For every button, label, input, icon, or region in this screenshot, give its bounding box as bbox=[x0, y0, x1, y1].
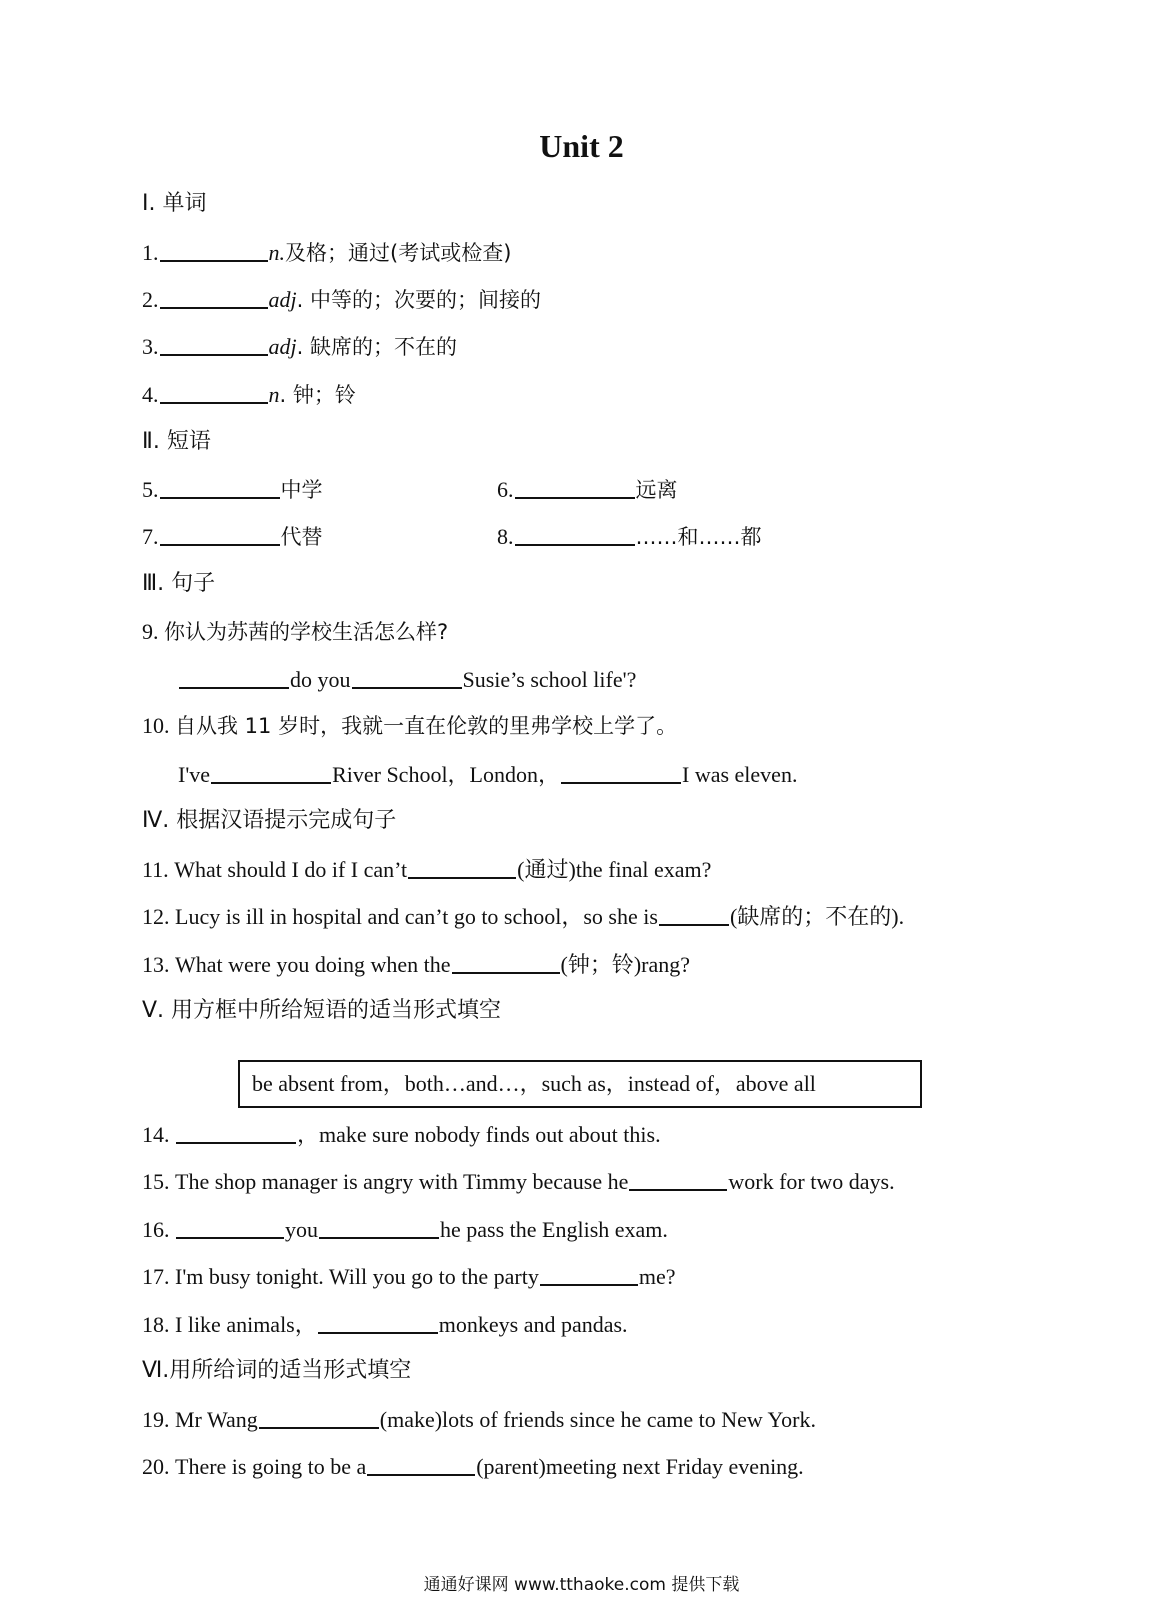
sentence-text: Mr Wang bbox=[175, 1407, 258, 1432]
chinese-prompt: 自从我 11 岁时，我就一直在伦敦的里弗学校上学了。 bbox=[175, 714, 678, 738]
section-6-heading: Ⅵ.用所给词的适当形式填空 bbox=[142, 1358, 412, 1383]
answer-blank[interactable] bbox=[515, 522, 635, 546]
answer-blank[interactable] bbox=[211, 760, 331, 784]
answer-blank[interactable] bbox=[319, 1215, 439, 1239]
section-5-heading: Ⅴ. 用方框中所给短语的适当形式填空 bbox=[142, 998, 502, 1023]
answer-blank[interactable] bbox=[659, 902, 729, 926]
item-number: 11. bbox=[142, 857, 169, 882]
page-footer: 通通好课网 www.tthaoke.com 提供下载 bbox=[423, 1575, 740, 1595]
item-number: 8. bbox=[497, 524, 514, 549]
sentence-10-cn bbox=[142, 712, 677, 740]
question-16 bbox=[142, 1215, 668, 1244]
answer-blank[interactable] bbox=[179, 665, 289, 689]
part-of-speech: adj bbox=[268, 334, 297, 359]
meaning: . 中等的；次要的；间接的 bbox=[296, 288, 541, 312]
answer-blank[interactable] bbox=[176, 1120, 296, 1144]
phrase-item-6 bbox=[497, 475, 678, 504]
sentence-text: (缺席的；不在的). bbox=[729, 904, 905, 929]
part-of-speech: adj bbox=[268, 287, 297, 312]
item-number: 13. bbox=[142, 952, 170, 977]
answer-blank[interactable] bbox=[160, 332, 268, 356]
section-4-heading: Ⅳ. 根据汉语提示完成句子 bbox=[142, 808, 397, 833]
answer-blank[interactable] bbox=[160, 475, 280, 499]
sentence-9-en bbox=[178, 665, 636, 694]
sentence-text: I'm busy tonight. Will you go to the party bbox=[175, 1264, 539, 1289]
sentence-text: Lucy is ill in hospital and can’t go to school，so she is bbox=[175, 904, 658, 929]
phrase-box: be absent from，both…and…，such as，instead of，above all bbox=[238, 1060, 922, 1108]
sentence-text: work for two days. bbox=[728, 1169, 895, 1194]
sentence-text: (make)lots of friends since he came to New York. bbox=[379, 1407, 816, 1432]
item-number: 4. bbox=[142, 382, 159, 407]
meaning: ……和……都 bbox=[635, 525, 762, 549]
item-number: 3. bbox=[142, 334, 159, 359]
sentence-text: do you bbox=[290, 667, 351, 692]
answer-blank[interactable] bbox=[176, 1215, 284, 1239]
question-12 bbox=[142, 902, 904, 931]
answer-blank[interactable] bbox=[160, 522, 280, 546]
vocab-item-1 bbox=[142, 238, 511, 267]
section-3-heading: Ⅲ. 句子 bbox=[142, 571, 216, 596]
sentence-text: I like animals， bbox=[175, 1312, 317, 1337]
item-number: 5. bbox=[142, 477, 159, 502]
sentence-text: Susie’s school life'? bbox=[462, 667, 637, 692]
sentence-text: (通过)the final exam? bbox=[517, 857, 712, 882]
meaning: 中学 bbox=[280, 478, 323, 502]
answer-blank[interactable] bbox=[629, 1167, 727, 1191]
phrase-item-8 bbox=[497, 522, 762, 551]
sentence-text: me? bbox=[638, 1264, 676, 1289]
item-number: 6. bbox=[497, 477, 514, 502]
section-2-heading: Ⅱ. 短语 bbox=[142, 429, 211, 454]
item-number: 19. bbox=[142, 1407, 170, 1432]
phrase-item-5 bbox=[142, 475, 323, 504]
answer-blank[interactable] bbox=[259, 1405, 379, 1429]
sentence-text: (钟；铃)rang? bbox=[560, 952, 691, 977]
answer-blank[interactable] bbox=[561, 760, 681, 784]
question-20 bbox=[142, 1452, 804, 1481]
sentence-text: What should I do if I can’t bbox=[174, 857, 408, 882]
item-number: 7. bbox=[142, 524, 159, 549]
answer-blank[interactable] bbox=[352, 665, 462, 689]
item-number: 9. bbox=[142, 619, 159, 644]
question-14 bbox=[142, 1120, 661, 1149]
question-11 bbox=[142, 855, 711, 884]
answer-blank[interactable] bbox=[160, 238, 268, 262]
sentence-text: he pass the English exam. bbox=[440, 1217, 668, 1242]
item-number: 2. bbox=[142, 287, 159, 312]
vocab-item-3 bbox=[142, 332, 457, 361]
item-number: 17. bbox=[142, 1264, 170, 1289]
sentence-text: I was eleven. bbox=[682, 762, 798, 787]
meaning: 代替 bbox=[280, 525, 323, 549]
question-17 bbox=[142, 1262, 675, 1291]
item-number: 15. bbox=[142, 1169, 170, 1194]
answer-blank[interactable] bbox=[160, 380, 268, 404]
question-19 bbox=[142, 1405, 816, 1434]
item-number: 16. bbox=[142, 1217, 170, 1242]
sentence-text: River School，London， bbox=[332, 762, 560, 787]
answer-blank[interactable] bbox=[318, 1310, 438, 1334]
answer-blank[interactable] bbox=[160, 285, 268, 309]
item-number: 18. bbox=[142, 1312, 170, 1337]
answer-blank[interactable] bbox=[367, 1452, 475, 1476]
sentence-text: (parent)meeting next Friday evening. bbox=[476, 1454, 804, 1479]
item-number: 12. bbox=[142, 904, 170, 929]
part-of-speech: n bbox=[268, 382, 280, 407]
question-15 bbox=[142, 1167, 895, 1196]
item-number: 1. bbox=[142, 240, 159, 265]
meaning: . 缺席的；不在的 bbox=[296, 335, 457, 359]
sentence-text: What were you doing when the bbox=[175, 952, 451, 977]
page-title: Unit 2 bbox=[539, 128, 624, 164]
phrase-item-7 bbox=[142, 522, 323, 551]
item-number: 20. bbox=[142, 1454, 170, 1479]
sentence-text: monkeys and pandas. bbox=[438, 1312, 628, 1337]
meaning: 远离 bbox=[635, 478, 678, 502]
answer-blank[interactable] bbox=[452, 950, 560, 974]
sentence-9-cn bbox=[142, 618, 448, 646]
vocab-item-2 bbox=[142, 285, 541, 314]
sentence-text: The shop manager is angry with Timmy because he bbox=[175, 1169, 629, 1194]
sentence-text: ，make sure nobody finds out about this. bbox=[297, 1122, 661, 1147]
item-number: 10. bbox=[142, 713, 170, 738]
question-13 bbox=[142, 950, 690, 979]
answer-blank[interactable] bbox=[540, 1262, 638, 1286]
sentence-10-en bbox=[178, 760, 797, 789]
item-number: 14. bbox=[142, 1122, 170, 1147]
meaning: . 钟；铃 bbox=[279, 383, 356, 407]
chinese-prompt: 你认为苏茜的学校生活怎么样? bbox=[164, 620, 449, 644]
sentence-text: There is going to be a bbox=[175, 1454, 367, 1479]
sentence-text: I've bbox=[178, 762, 211, 787]
answer-blank[interactable] bbox=[515, 475, 635, 499]
meaning: 及格；通过(考试或检查) bbox=[285, 241, 512, 265]
answer-blank[interactable] bbox=[408, 855, 516, 879]
vocab-item-4 bbox=[142, 380, 356, 409]
part-of-speech: n. bbox=[268, 240, 285, 265]
section-1-heading: Ⅰ. 单词 bbox=[142, 191, 207, 216]
sentence-text: you bbox=[285, 1217, 318, 1242]
question-18 bbox=[142, 1310, 628, 1339]
